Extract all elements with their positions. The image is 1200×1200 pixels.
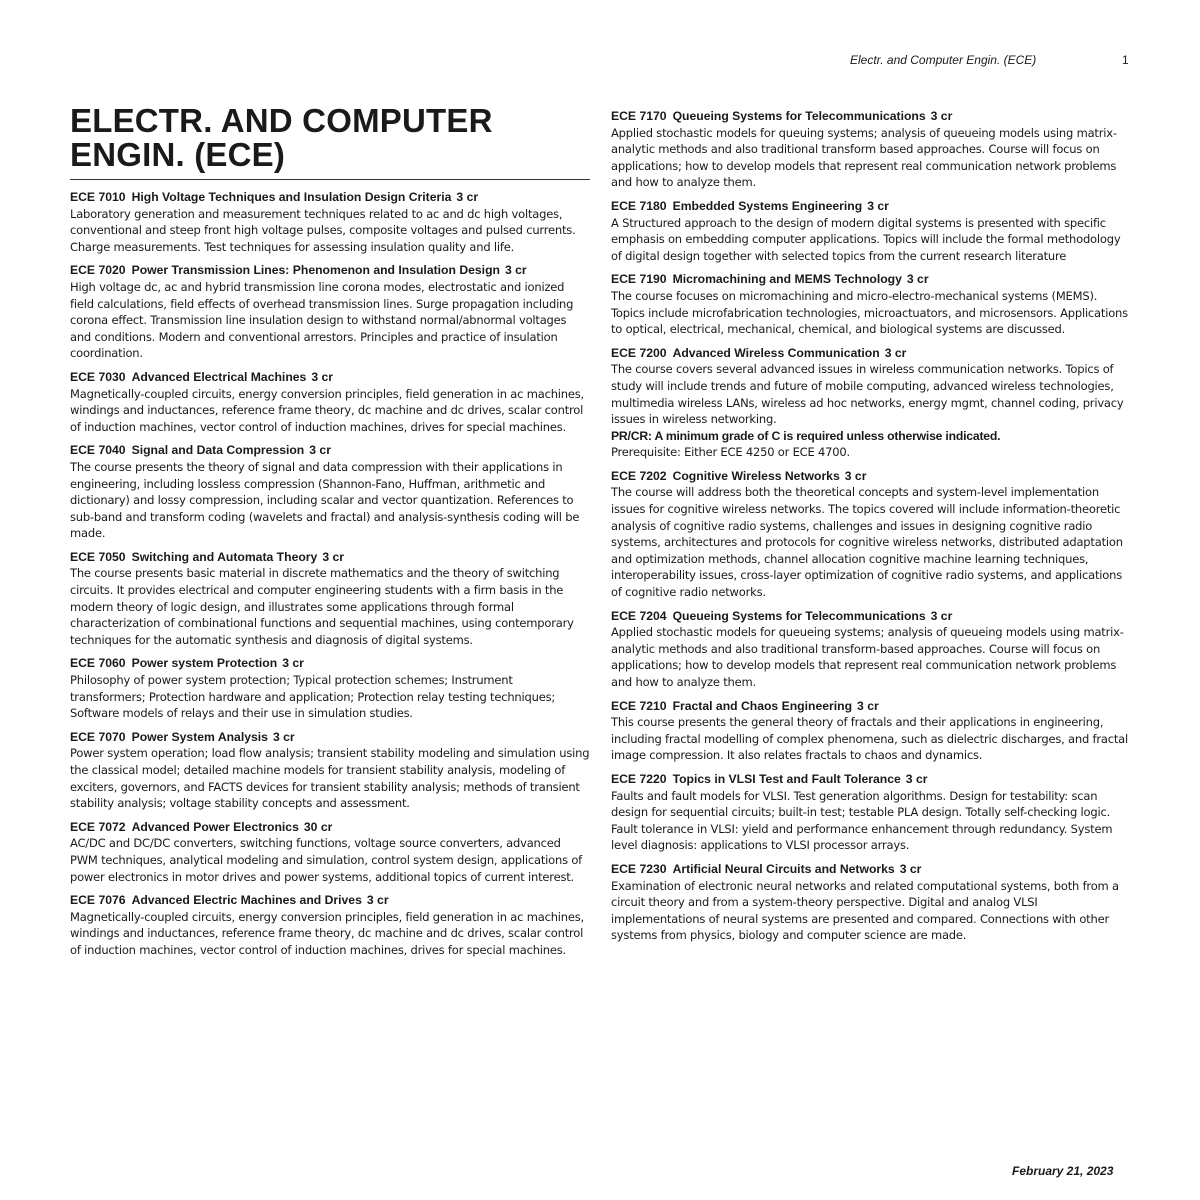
course-credits: 3 cr: [366, 893, 389, 908]
course-name: Queueing Systems for Telecommunications: [672, 109, 926, 123]
course-credits: 3 cr: [844, 468, 867, 483]
course-name: Cognitive Wireless Networks: [672, 468, 840, 483]
course-credits: 3 cr: [272, 729, 295, 744]
course-number: ECE 7170: [611, 109, 667, 123]
course-credits: 3 cr: [311, 369, 334, 384]
course-description: The course will address both the theoretical concepts and system-level implementation issues for cognitive wireless networks. The topics covered will include information-theoretic analysis of cognitive radio systems, challenges and issues in designing cognitive radio systems, architectures and protocols for cognitive wireless networks, distributed adaptation and optimization methods, channel allocation cognitive machine learning techniques, interoperability issues, cross-layer optimization of cognitive radio systems, and applications of cognitive radio networks.: [611, 485, 1123, 600]
course-number: ECE 7202: [611, 468, 667, 483]
course-number: ECE 7210: [611, 698, 667, 713]
course-entry: [611, 698, 1131, 764]
page-title-line-1: ELECTR. AND COMPUTER: [70, 102, 493, 139]
course-number: ECE 7220: [611, 771, 667, 786]
course-name: Embedded Systems Engineering: [672, 198, 863, 213]
course-number: ECE 7030: [70, 369, 126, 384]
running-header: [0, 53, 1200, 69]
course-number: ECE 7180: [611, 198, 667, 213]
course-number: ECE 7190: [611, 272, 667, 287]
course-credits: 3 cr: [930, 109, 953, 123]
course-entry: [611, 345, 1131, 461]
course-credits: 3 cr: [282, 656, 304, 671]
course-number: ECE 7230: [611, 861, 667, 876]
course-name: Micromachining and MEMS Technology: [672, 272, 902, 287]
course-heading: [611, 468, 1131, 485]
course-entry: [611, 108, 1131, 191]
course-description: The course covers several advanced issues in wireless communication networks. Topics of study will include trends and future of mobile computing, advanced wireless technologies, multimedia wireless LANs, wireless ad hoc networks, energy mgmt, channel coding, privacy issues in wireless networking.: [611, 362, 1124, 427]
course-credits: 3 cr: [899, 861, 922, 876]
course-number: ECE 7200: [611, 345, 667, 360]
footer-date: February 21, 2023: [1012, 1164, 1114, 1178]
course-heading: [70, 892, 590, 909]
course-description: AC/DC and DC/DC converters, switching functions, voltage source converters, advanced PWM techniques, analytical modeling and simulation, control system design, applications of power electronics in motor drives and power systems, additional topics of current interest.: [70, 836, 583, 884]
course-heading: [611, 698, 1131, 715]
course-heading: [611, 608, 1131, 625]
course-description: High voltage dc, ac and hybrid transmission line corona modes, electrostatic and ionized field calculations, field effects of overhead transmission lines. Surge propagation including corona effect. Transmission line insulation design to withstand normal/abnormal voltages and conditions. Modern and conventional arrestors. Principles and practice of insulation coordination.: [70, 279, 574, 361]
course-name: Power system Protection: [131, 656, 278, 671]
course-number: ECE 7204: [611, 608, 667, 623]
left-column: [70, 104, 590, 966]
course-credits: 3 cr: [857, 698, 879, 713]
course-number: ECE 7060: [70, 656, 126, 671]
course-description: Applied stochastic models for queueing systems; analysis of queueing models using matrix-analytic methods and also traditional transform-based approaches. Course will focus on applications; how to develop models that represent real communication network problems and how to analyze them.: [611, 625, 1124, 689]
course-heading: [70, 655, 590, 672]
course-entry: [70, 369, 590, 435]
course-credits: 3 cr: [456, 190, 479, 204]
course-credits: 3 cr: [930, 608, 953, 623]
course-heading: [70, 442, 590, 459]
course-heading: [70, 189, 590, 206]
course-description: Philosophy of power system protection; Typical protection schemes; Instrument transformers; Protection hardware and application; Protection relay testing techniques; Software models of relays and their use in simulation studies.: [70, 673, 556, 721]
course-entry: [70, 655, 590, 721]
course-name: Queueing Systems for Telecommunications: [672, 608, 926, 623]
course-number: ECE 7076: [70, 893, 126, 908]
course-name: Advanced Electric Machines and Drives: [131, 893, 362, 908]
course-description: The course presents basic material in discrete mathematics and the theory of switching circuits. It provides electrical and computer engineering students with a firm basis in the modern theory of logic design, and illustrates some applications through formal characterization of combinational functions and sequential machines, using contemporary techniques for the automatic synthesis and diagnosis of digital systems.: [70, 566, 574, 647]
course-description: Magnetically-coupled circuits, energy conversion principles, field generation in ac machines, windings and inductances, reference frame theory, dc machine and dc drives, scalar control of induction machines, vector control of induction machines, drives for special machines.: [70, 909, 584, 957]
course-heading: [611, 771, 1131, 788]
course-entry: [70, 729, 590, 812]
course-entry: [70, 442, 590, 542]
course-credits: 3 cr: [504, 263, 527, 278]
course-name: Switching and Automata Theory: [131, 549, 318, 564]
course-description: Faults and fault models for VLSI. Test generation algorithms. Design for testability: scan design for sequential circuits; built-in test; testable PLA design. Totally self-checking logic. Fault tolerance in VLSI: yield and performance enhancement through redundancy. System level diagnosis: applications to VLSI processor arrays.: [611, 788, 1113, 853]
course-number: ECE 7020: [70, 263, 126, 278]
course-heading: [70, 729, 590, 746]
course-heading: [70, 819, 590, 836]
course-entry: [611, 271, 1131, 337]
course-number: ECE 7072: [70, 819, 126, 834]
course-credits: 3 cr: [867, 198, 889, 213]
course-credits: 3 cr: [322, 549, 345, 564]
course-entry: [611, 468, 1131, 601]
course-entry: [611, 771, 1131, 854]
course-prerequisite: Prerequisite: Either ECE 4250 or ECE 4700.: [611, 445, 850, 460]
course-entry: [70, 189, 590, 255]
course-credits: 3 cr: [884, 345, 907, 360]
course-name: Power System Analysis: [131, 729, 268, 744]
course-entry: [70, 819, 590, 885]
course-description: Examination of electronic neural networks and related computational systems, both from a circuit theory and from a system-theory perspective. Digital and analog VLSI implementations of neural systems are presented and compared. Connections with other systems from physics, biology and computer science are made.: [611, 878, 1119, 943]
course-description: Power system operation; load flow analysis; transient stability modeling and simulation using the classical model; detailed machine models for transient stability analysis, modeling of exciters, governors, and FACTS devices for transient stability analysis; methods of transient stability analysis; voltage stability concepts and assessment.: [70, 746, 590, 811]
course-name: Topics in VLSI Test and Fault Tolerance: [672, 771, 901, 786]
course-description: The course focuses on micromachining and micro-electro-mechanical systems (MEMS). Topics include microfabrication technologies, microactuators, and microsensors. Applications to optical, electrical, mechanical, chemical, and biological systems are discussed.: [611, 288, 1128, 337]
course-entry: [70, 262, 590, 362]
course-description: A Structured approach to the design of modern digital systems is presented with specific emphasis on embedding computer applications. Topics will include the formal methodology of digital design together with selected topics from the current research literature: [611, 215, 1121, 263]
course-description: The course presents the theory of signal and data compression with their applications in engineering, including lossless compression (Shannon-Fano, Huffman, arithmetic and dictionary) and lossy compression, including scalar and vector quantization. References to sub-band and transform coding (wavelets and fractal) and analysis-synthesis coding will be made.: [70, 459, 580, 541]
course-heading: [70, 262, 590, 279]
course-description: Magnetically-coupled circuits, energy conversion principles, field generation in ac machines, windings and inductances, reference frame theory, dc machine and dc drives, scalar control of induction machines, vector control of induction machines, drives for special machines.: [70, 386, 584, 434]
course-description: Applied stochastic models for queuing systems; analysis of queueing models using matrix-analytic methods and also traditional transform based approaches. Course will focus on applications; how to develop models that represent real communication network problems and how to analyze them.: [611, 125, 1117, 190]
page-title-line-2: ENGIN. (ECE): [70, 136, 286, 173]
course-credits: 3 cr: [905, 771, 928, 786]
course-heading: [70, 369, 590, 386]
page-number: 1: [1122, 53, 1129, 67]
course-entry: [70, 892, 590, 958]
page-title: [70, 104, 590, 180]
course-number: ECE 7040: [70, 443, 126, 458]
course-number: ECE 7050: [70, 549, 126, 564]
course-entry: [70, 549, 590, 649]
right-column: [611, 108, 1131, 951]
course-heading: [611, 345, 1131, 362]
course-entry: [611, 861, 1131, 944]
course-entry: [611, 608, 1131, 691]
course-name: Advanced Wireless Communication: [672, 345, 880, 360]
course-entry: [611, 198, 1131, 264]
course-credits: 30 cr: [303, 819, 333, 834]
course-heading: [611, 198, 1131, 215]
course-name: Advanced Power Electronics: [131, 819, 299, 834]
course-name: High Voltage Techniques and Insulation Design Criteria: [131, 190, 452, 204]
course-name: Signal and Data Compression: [131, 443, 305, 458]
course-heading: [611, 861, 1131, 878]
course-prcr-note: PR/CR: A minimum grade of C is required unless otherwise indicated.: [611, 428, 1001, 443]
course-number: ECE 7070: [70, 729, 126, 744]
course-name: Artificial Neural Circuits and Networks: [672, 861, 895, 876]
course-credits: 3 cr: [906, 272, 929, 287]
course-number: ECE 7010: [70, 190, 126, 204]
course-heading: [611, 108, 1131, 125]
course-heading: [70, 549, 590, 566]
course-name: Fractal and Chaos Engineering: [672, 698, 853, 713]
course-heading: [611, 271, 1131, 288]
course-credits: 3 cr: [309, 443, 331, 458]
running-title: Electr. and Computer Engin. (ECE): [850, 53, 1037, 67]
course-name: Advanced Electrical Machines: [131, 369, 307, 384]
course-name: Power Transmission Lines: Phenomenon and Insulation Design: [131, 263, 500, 278]
course-description: This course presents the general theory of fractals and their applications in engineering, including fractal modelling of complex phenomena, such as dielectric discharges, and fractal image compression. It also relates fractals to chaos and dynamics.: [611, 715, 1129, 763]
course-description: Laboratory generation and measurement techniques related to ac and dc high voltages, conventional and steep front high voltage pulses, composite voltages and pulsed currents. Charge measurements. Test techniques for assessing insulation quality and life.: [70, 206, 576, 254]
